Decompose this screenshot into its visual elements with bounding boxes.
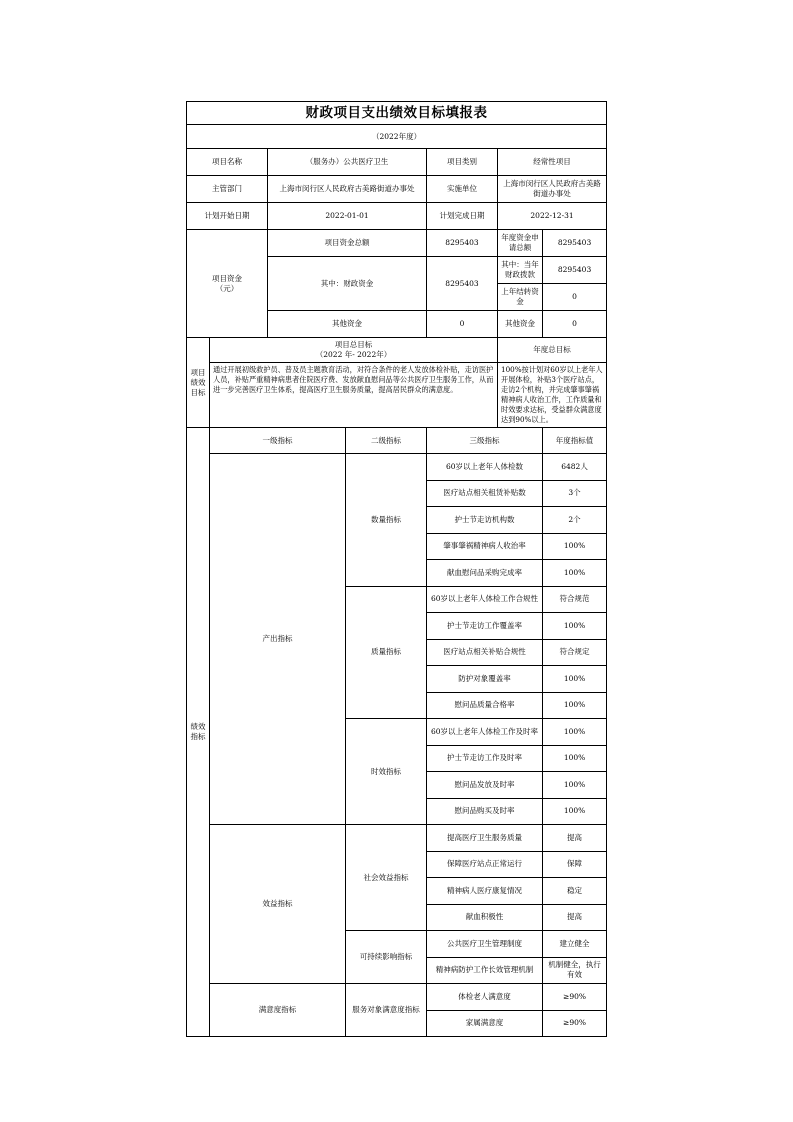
table-row: 精神病防护工作长效管理机制 (427, 957, 543, 984)
annual-funds-value: 8295403 (543, 230, 607, 257)
indicators-label: 绩效指标 (187, 428, 210, 1037)
total-funds-value: 8295403 (427, 230, 498, 257)
project-type-label: 项目类别 (427, 149, 498, 176)
table-row: 慰问品质量合格率 (427, 692, 543, 719)
performance-target-table (186, 101, 607, 1037)
dept-value: 上海市闵行区人民政府古美路街道办事处 (268, 176, 427, 203)
table-row: 公共医疗卫生管理制度 (427, 931, 543, 958)
table-row-value: 建立健全 (543, 931, 607, 958)
table-row: 精神病人医疗康复情况 (427, 878, 543, 905)
start-date-label: 计划开始日期 (187, 203, 268, 230)
table-row: 体检老人满意度 (427, 984, 543, 1011)
total-funds-label: 项目资金总额 (268, 230, 427, 257)
carryover-value: 0 (543, 284, 607, 311)
overall-goal-label: 项目总目标 (334, 340, 373, 349)
table-row: 家属满意度 (427, 1010, 543, 1037)
table-row: 提高医疗卫生服务质量 (427, 825, 543, 852)
form-year: （2022年度） (187, 125, 607, 149)
table-row: 医疗站点相关补贴合规性 (427, 639, 543, 666)
table-row-value: 100% (543, 533, 607, 560)
table-row: 护士节走访工作覆盖率 (427, 613, 543, 640)
table-row-value: 3个 (543, 480, 607, 507)
benefit-indicator: 效益指标 (210, 825, 346, 984)
table-row: 慰问品购买及时率 (427, 798, 543, 825)
form-sheet (186, 101, 606, 1028)
sustain-indicator: 可持续影响指标 (346, 931, 427, 984)
table-row: 保障医疗站点正常运行 (427, 851, 543, 878)
table-row-value: 100% (543, 560, 607, 587)
table-row: 60岁以上老年人体检工作及时率 (427, 719, 543, 746)
table-row-value: 100% (543, 772, 607, 799)
table-row: 防护对象覆盖率 (427, 666, 543, 693)
impl-value: 上海市闵行区人民政府古美路街道办事处 (498, 176, 607, 203)
annual-goal-label: 年度总目标 (498, 338, 607, 363)
table-row: 60岁以上老年人体检工作合规性 (427, 586, 543, 613)
dept-label: 主管部门 (187, 176, 268, 203)
form-title: 财政项目支出绩效目标填报表 (187, 102, 607, 125)
fiscal-funds-label: 其中：财政资金 (268, 257, 427, 311)
satisfaction-indicator: 满意度指标 (210, 984, 346, 1037)
other-funds2-value: 0 (543, 311, 607, 338)
overall-goal-header (210, 338, 498, 363)
carryover-label: 上年结转资金 (498, 284, 543, 311)
table-row-value: 100% (543, 745, 607, 772)
other-funds-value: 0 (427, 311, 498, 338)
table-row-value: 100% (543, 692, 607, 719)
table-row-value: 2个 (543, 507, 607, 534)
social-benefit-indicator: 社会效益指标 (346, 825, 427, 931)
current-fiscal-value: 8295403 (543, 257, 607, 284)
table-row-value: 100% (543, 798, 607, 825)
table-row-value: 100% (543, 613, 607, 640)
output-indicator: 产出指标 (210, 454, 346, 825)
table-row: 护士节走访机构数 (427, 507, 543, 534)
goals-label: 项目绩效目标 (187, 338, 210, 428)
table-row-value: 提高 (543, 904, 607, 931)
table-row: 献血积极性 (427, 904, 543, 931)
end-date-value: 2022-12-31 (498, 203, 607, 230)
annual-goal-text: 100%按计划对60岁以上老年人开展体检，补贴3个医疗站点，走访2个机构，并完成肇事肇祸精神病人收治工作，工作质量和时效要求达标，受益群众满意度达到90%以上。 (498, 363, 607, 428)
impl-label: 实施单位 (427, 176, 498, 203)
table-row-value: ≥90% (543, 1010, 607, 1037)
current-fiscal-label: 其中：当年财政拨款 (498, 257, 543, 284)
annual-funds-label: 年度资金申请总额 (498, 230, 543, 257)
table-row-value: 6482人 (543, 454, 607, 481)
overall-goal-text: 通过开展初级救护员、普及员主题教育活动，对符合条件的老人发放体检补贴，走访医护人员，补贴严重精神病患者住院医疗费、发放献血慰问品等公共医疗卫生服务工作，从而进一步完善医疗卫生体系，提高医疗卫生服务质量，提高居民群众的满意度。 (210, 363, 498, 428)
table-row: 60岁以上老年人体检数 (427, 454, 543, 481)
start-date-value: 2022-01-01 (268, 203, 427, 230)
table-row-value: 保障 (543, 851, 607, 878)
project-name-value: （服务办）公共医疗卫生 (268, 149, 427, 176)
table-row: 护士节走访工作及时率 (427, 745, 543, 772)
timeliness-indicator: 时效指标 (346, 719, 427, 825)
table-row: 献血慰问品采购完成率 (427, 560, 543, 587)
table-row: 肇事肇祸精神病人收治率 (427, 533, 543, 560)
project-type-value: 经常性项目 (498, 149, 607, 176)
table-row-value: 机制健全，执行有效 (543, 957, 607, 984)
table-row-value: 符合规范 (543, 586, 607, 613)
table-row-value: 100% (543, 666, 607, 693)
header-level1: 一级指标 (210, 428, 346, 454)
table-row: 慰问品发放及时率 (427, 772, 543, 799)
fiscal-funds-value: 8295403 (427, 257, 498, 311)
funds-label-text: 项目资金（元） (212, 273, 242, 293)
quality-indicator: 质量指标 (346, 586, 427, 719)
other-funds2-label: 其他资金 (498, 311, 543, 338)
header-level3: 三级指标 (427, 428, 543, 454)
overall-goal-period: （2022 年- 2022年） (315, 350, 392, 359)
table-row-value: 符合规定 (543, 639, 607, 666)
table-row-value: 提高 (543, 825, 607, 852)
table-row-value: 稳定 (543, 878, 607, 905)
project-name-label: 项目名称 (187, 149, 268, 176)
table-row: 医疗站点相关租赁补贴数 (427, 480, 543, 507)
funds-label (187, 230, 268, 338)
header-level2: 二级指标 (346, 428, 427, 454)
quantity-indicator: 数量指标 (346, 454, 427, 587)
other-funds-label: 其他资金 (268, 311, 427, 338)
table-row-value: 100% (543, 719, 607, 746)
end-date-label: 计划完成日期 (427, 203, 498, 230)
service-satisfaction-indicator: 服务对象满意度指标 (346, 984, 427, 1037)
header-value: 年度指标值 (543, 428, 607, 454)
table-row-value: ≥90% (543, 984, 607, 1011)
